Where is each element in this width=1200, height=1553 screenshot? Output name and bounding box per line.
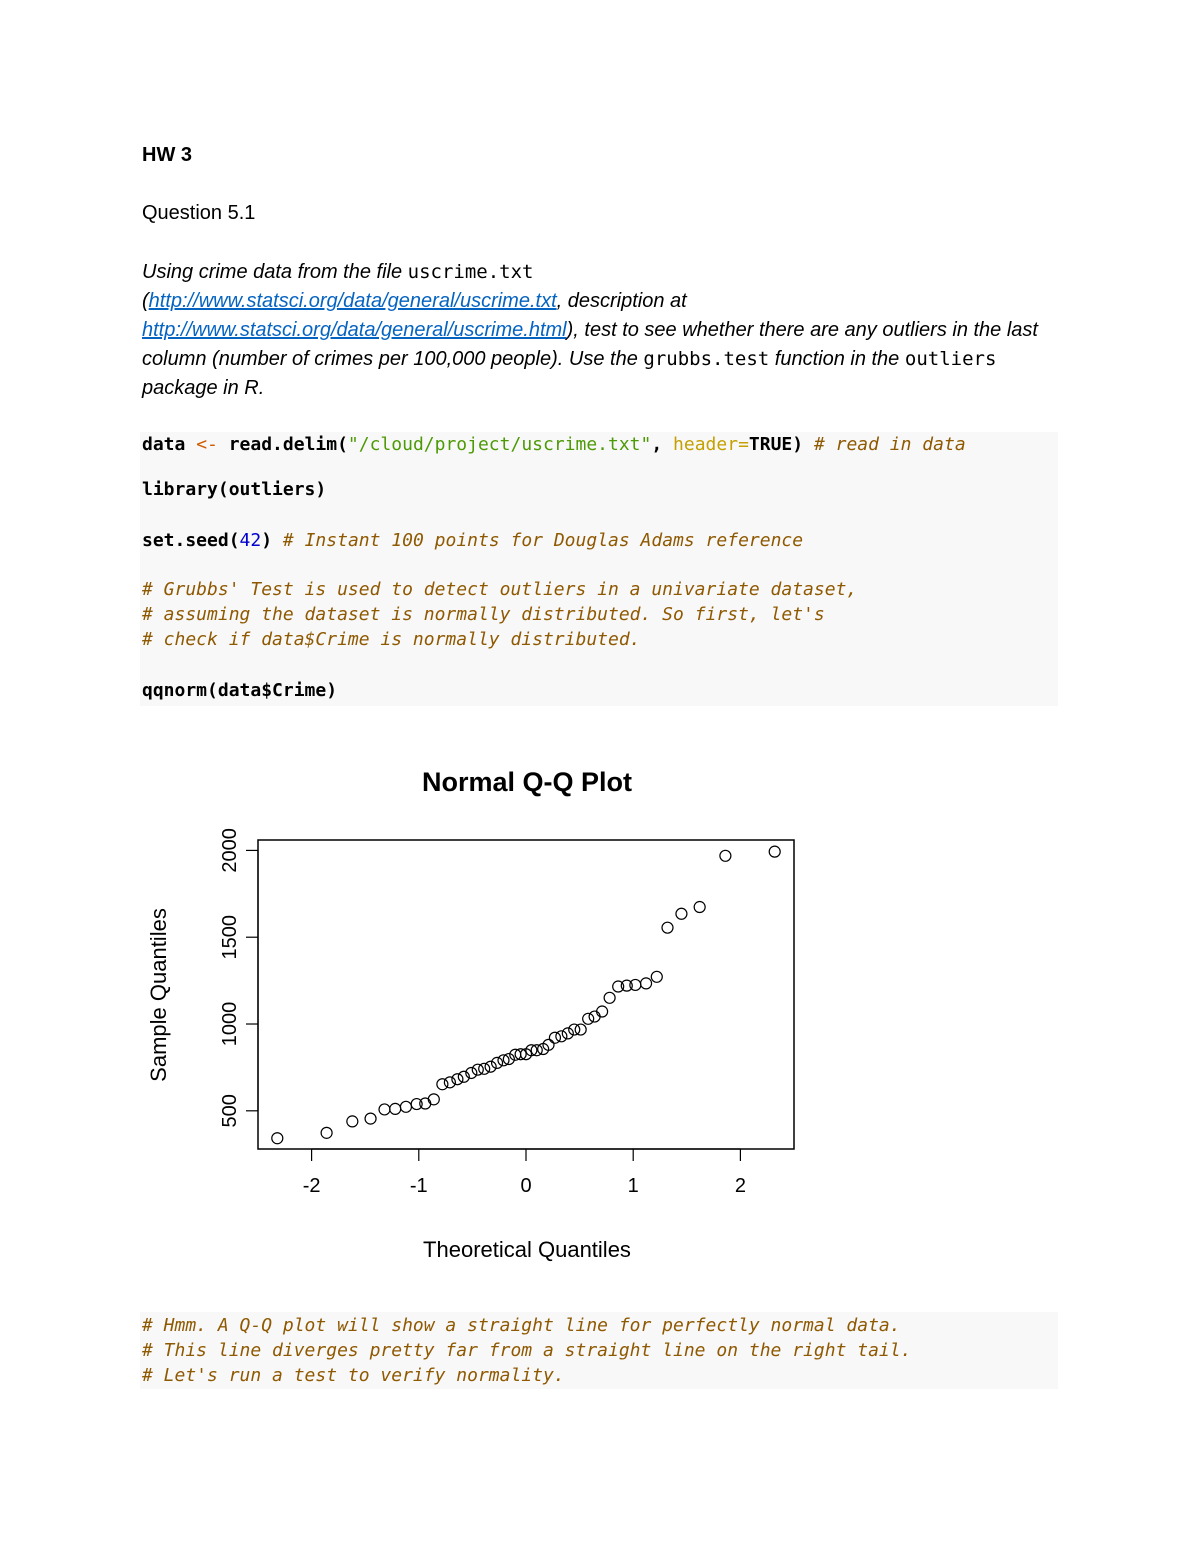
data-point bbox=[428, 1094, 439, 1105]
code-line-set-seed bbox=[142, 530, 803, 551]
x-axis-label: Theoretical Quantiles bbox=[423, 1237, 631, 1262]
y-tick-label: 1000 bbox=[219, 1001, 241, 1047]
code-line-read-data bbox=[142, 434, 966, 455]
data-point bbox=[485, 1061, 496, 1072]
x-axis bbox=[303, 1149, 746, 1197]
code-comment-4: # Hmm. A Q-Q plot will show a straight line for perfectly normal data. bbox=[142, 1315, 901, 1336]
code-number: 42 bbox=[239, 530, 262, 551]
y-axis bbox=[219, 828, 258, 1127]
x-tick-label: 0 bbox=[520, 1175, 532, 1197]
data-point bbox=[641, 978, 652, 989]
code-comment-1: # Grubbs' Test is used to detect outliers in a univariate dataset, bbox=[142, 579, 858, 600]
data-point bbox=[662, 922, 673, 933]
prompt-text-5: function in the bbox=[769, 348, 905, 370]
prompt-package-name: outliers bbox=[904, 348, 997, 370]
question-prompt bbox=[142, 258, 1052, 403]
data-point bbox=[437, 1079, 448, 1090]
data-point bbox=[562, 1028, 573, 1039]
qq-plot bbox=[140, 760, 820, 1270]
data-point bbox=[444, 1077, 455, 1088]
code-comment: # read in data bbox=[813, 434, 966, 455]
prompt-text-2: ( bbox=[142, 290, 149, 312]
data-points bbox=[272, 846, 780, 1144]
code-block-2 bbox=[140, 1312, 1058, 1389]
data-point bbox=[365, 1113, 376, 1124]
data-point bbox=[420, 1098, 431, 1109]
code-token: set.seed( bbox=[142, 530, 240, 551]
code-comment-3: # check if data$Crime is normally distributed. bbox=[142, 629, 641, 650]
x-tick-label: -1 bbox=[409, 1175, 428, 1197]
data-file-link[interactable]: http://www.statsci.org/data/general/uscrime.txt bbox=[148, 290, 557, 312]
data-point bbox=[676, 908, 687, 919]
code-line-qqnorm: qqnorm(data$Crime) bbox=[142, 680, 338, 701]
prompt-text-3: , description at bbox=[556, 290, 687, 312]
data-point bbox=[589, 1011, 600, 1022]
y-tick-label: 2000 bbox=[219, 828, 241, 873]
code-argument: header= bbox=[673, 434, 749, 455]
code-line-library: library(outliers) bbox=[142, 479, 327, 500]
code-token: ) bbox=[261, 530, 283, 551]
prompt-text-1: Using crime data from the file bbox=[142, 261, 408, 283]
data-point bbox=[400, 1101, 411, 1112]
x-tick-label: 2 bbox=[734, 1175, 746, 1197]
y-axis-label: Sample Quantiles bbox=[146, 908, 171, 1082]
data-point bbox=[452, 1074, 463, 1085]
plot-frame bbox=[258, 840, 794, 1149]
y-tick-label: 1500 bbox=[219, 914, 241, 960]
data-point bbox=[492, 1057, 503, 1068]
code-token: data bbox=[142, 434, 197, 455]
x-tick-label: -2 bbox=[302, 1175, 321, 1197]
data-point bbox=[597, 1006, 608, 1017]
description-link[interactable]: http://www.statsci.org/data/general/uscrime.html bbox=[142, 319, 567, 341]
data-point bbox=[556, 1031, 567, 1042]
prompt-filename: uscrime.txt bbox=[407, 261, 534, 283]
data-point bbox=[575, 1024, 586, 1035]
x-tick-label: 1 bbox=[627, 1175, 639, 1197]
code-token: <- bbox=[196, 434, 218, 455]
page-heading: HW 3 bbox=[142, 144, 192, 166]
prompt-text-4: ), test to see whether there are any outliers in the last column (number of crimes per 100,000 people). Use the bbox=[142, 319, 1038, 370]
data-point bbox=[272, 1133, 283, 1144]
data-point bbox=[390, 1103, 401, 1114]
code-token: , bbox=[651, 434, 674, 455]
data-point bbox=[694, 902, 705, 913]
data-point bbox=[479, 1063, 490, 1074]
code-string: "/cloud/project/uscrime.txt" bbox=[347, 434, 652, 455]
data-point bbox=[321, 1127, 332, 1138]
code-token: TRUE) bbox=[748, 434, 814, 455]
code-comment-5: # This line diverges pretty far from a straight line on the right tail. bbox=[142, 1340, 912, 1361]
data-point bbox=[630, 979, 641, 990]
code-comment-2: # assuming the dataset is normally distributed. So first, let's bbox=[142, 604, 825, 625]
prompt-function-name: grubbs.test bbox=[643, 348, 770, 370]
data-point bbox=[651, 971, 662, 982]
prompt-text-6: package in R. bbox=[142, 377, 265, 399]
code-block-1 bbox=[140, 432, 1058, 706]
data-point bbox=[569, 1024, 580, 1035]
question-number: Question 5.1 bbox=[142, 202, 256, 224]
code-token: read.delim( bbox=[217, 434, 348, 455]
code-comment-6: # Let's run a test to verify normality. bbox=[142, 1365, 565, 1386]
data-point bbox=[583, 1013, 594, 1024]
data-point bbox=[720, 850, 731, 861]
data-point bbox=[347, 1116, 358, 1127]
data-point bbox=[379, 1104, 390, 1115]
data-point bbox=[769, 846, 780, 857]
data-point bbox=[604, 992, 615, 1003]
chart-title: Normal Q-Q Plot bbox=[421, 767, 633, 797]
y-tick-label: 500 bbox=[219, 1094, 241, 1128]
code-comment: # Instant 100 points for Douglas Adams reference bbox=[282, 530, 804, 551]
